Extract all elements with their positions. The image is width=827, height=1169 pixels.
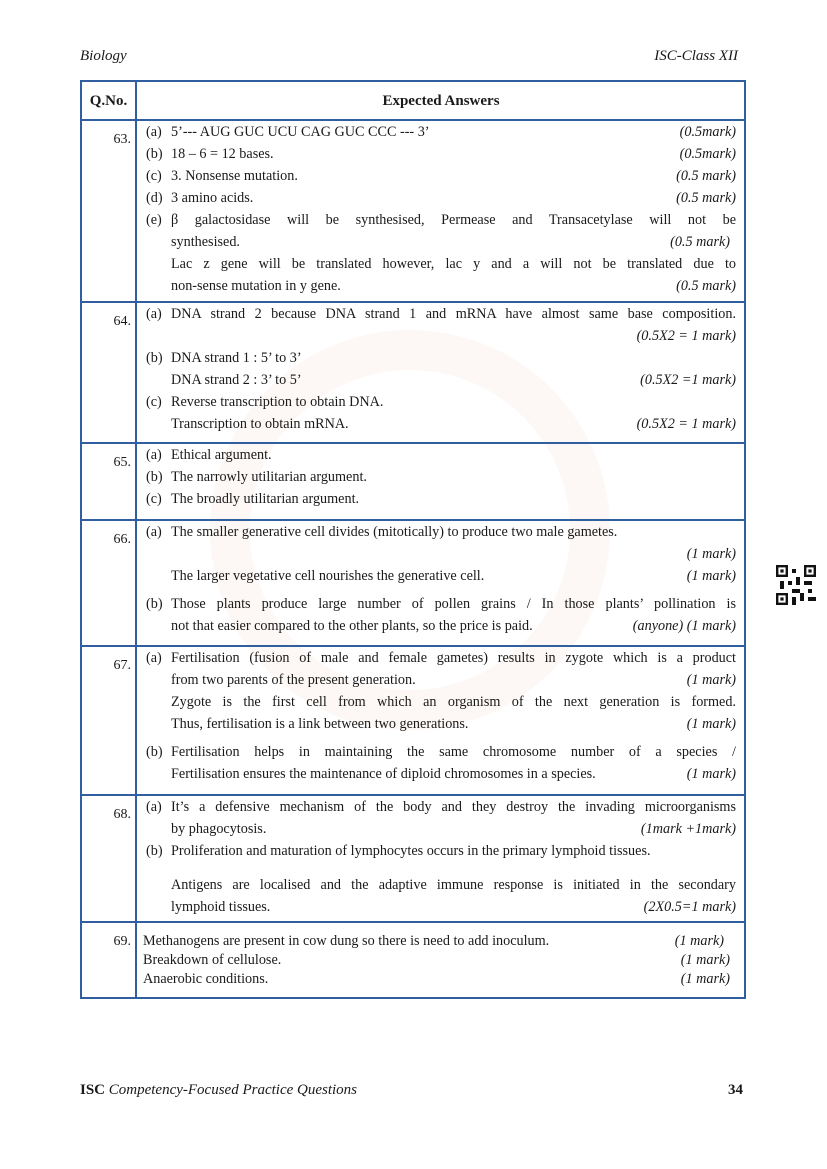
answer-text: Ethical argument.: [171, 447, 272, 463]
answer-text: by phagocytosis.: [171, 821, 267, 837]
mark-allocation: (0.5 mark): [676, 190, 736, 206]
answer-text: The broadly utilitarian argument.: [171, 491, 360, 507]
footer-title: [80, 1082, 357, 1099]
answer-line: [143, 970, 730, 989]
answer-part-label: (b): [146, 843, 163, 859]
answer-line: [146, 347, 736, 369]
mark-allocation: (0.5 mark): [670, 234, 730, 250]
answer-part-label: (a): [146, 799, 162, 815]
answer-part-label: (b): [146, 596, 163, 612]
table-row: [82, 645, 744, 794]
mark-allocation: (1 mark): [680, 971, 730, 987]
qr-code-icon: [776, 565, 816, 605]
answer-text: Antigens are localised and the adaptive immune response is initiated in the secondary: [171, 877, 736, 893]
table-row: [82, 921, 744, 997]
answer-line: [146, 691, 736, 713]
answer-text: 5’--- AUG GUC UCU CAG GUC CCC --- 3’: [171, 124, 430, 140]
answer-text: DNA strand 2 : 3’ to 5’: [171, 372, 302, 388]
question-number: 64.: [82, 303, 137, 442]
answer-part-label: (c): [146, 491, 162, 507]
table-row: [82, 794, 744, 921]
table-row: [82, 442, 744, 519]
answer-text: Zygote is the first cell from which an organism of the next generation is formed.: [171, 694, 736, 710]
answer-part-label: (a): [146, 306, 162, 322]
answer-line: [146, 741, 736, 763]
answer-text: Reverse transcription to obtain DNA.: [171, 394, 384, 410]
answer-part-label: (b): [146, 744, 163, 760]
answer-part-label: (d): [146, 190, 163, 206]
answer-text: DNA strand 1 : 5’ to 3’: [171, 350, 302, 366]
answer-cell: [137, 121, 744, 301]
answers-table: [80, 80, 746, 999]
answer-text: It’s a defensive mechanism of the body and they destroy the invading microorganisms: [171, 799, 736, 815]
footer-book-title: Competency-Focused Practice Questions: [108, 1082, 358, 1098]
answer-line: [146, 840, 736, 862]
question-number: 65.: [82, 444, 137, 519]
answer-line: [146, 647, 736, 669]
answer-part-label: (e): [146, 212, 162, 228]
answer-cell: [137, 647, 744, 794]
answer-text: β galactosidase will be synthesised, Permease and Transacetylase will not be: [171, 212, 736, 228]
answer-line: [146, 896, 736, 918]
answers-header: Expected Answers: [382, 93, 500, 109]
answer-text: synthesised.: [171, 234, 240, 250]
answer-cell: [137, 521, 744, 645]
answer-text: Fertilisation helps in maintaining the same chromosome number of a species /: [171, 744, 736, 760]
answer-line: [143, 951, 730, 970]
mark-allocation: (1mark +1mark): [640, 821, 736, 837]
answer-line: [146, 818, 736, 840]
answer-text: 18 – 6 = 12 bases.: [171, 146, 274, 162]
table-row: [82, 301, 744, 442]
answer-line: [146, 325, 736, 347]
answer-line: [146, 413, 736, 435]
table-row: [82, 119, 744, 301]
answer-line: [146, 565, 736, 587]
answer-line: [146, 143, 736, 165]
answer-text: The smaller generative cell divides (mitotically) to produce two male gametes.: [171, 524, 618, 540]
answer-text: 3. Nonsense mutation.: [171, 168, 298, 184]
answer-part-label: (a): [146, 447, 162, 463]
answer-cell: [137, 303, 744, 442]
mark-allocation: (1 mark): [686, 568, 736, 584]
answer-part-label: (a): [146, 124, 162, 140]
answer-line: [146, 593, 736, 615]
answer-line: [146, 369, 736, 391]
answer-line: [146, 165, 736, 187]
answer-part-label: (a): [146, 650, 162, 666]
mark-allocation: (0.5X2 = 1 mark): [636, 416, 736, 432]
question-number: 69.: [82, 923, 137, 997]
subject-header: Biology: [80, 48, 127, 64]
table-row: [82, 519, 744, 645]
answer-cell: [137, 444, 744, 519]
page-footer: [80, 1082, 743, 1099]
question-number: 67.: [82, 647, 137, 794]
answer-text: 3 amino acids.: [171, 190, 254, 206]
question-number: 66.: [82, 521, 137, 645]
mark-allocation: (0.5mark): [679, 146, 736, 162]
answer-line: [146, 231, 736, 253]
class-header: ISC-Class XII: [654, 48, 738, 64]
answer-line: [146, 874, 736, 896]
answer-text: Fertilisation ensures the maintenance of diploid chromosomes in a species.: [171, 766, 596, 782]
answer-part-label: (c): [146, 168, 162, 184]
answer-text: The narrowly utilitarian argument.: [171, 469, 367, 485]
answer-part-label: (b): [146, 350, 163, 366]
answer-line: [143, 932, 730, 951]
answer-text: lymphoid tissues.: [171, 899, 271, 915]
answer-line: [146, 521, 736, 543]
answer-text: Breakdown of cellulose.: [143, 952, 282, 968]
answer-text: Thus, fertilisation is a link between two generations.: [171, 716, 469, 732]
answer-text: not that easier compared to the other plants, so the price is paid.: [171, 618, 533, 634]
qno-header: Q.No.: [82, 82, 137, 119]
answer-text: non-sense mutation in y gene.: [171, 278, 341, 294]
page-number: 34: [728, 1082, 743, 1098]
answer-line: [146, 187, 736, 209]
mark-allocation: (1 mark): [686, 716, 736, 732]
answer-line: [146, 391, 736, 413]
answer-text: Proliferation and maturation of lymphocytes occurs in the primary lymphoid tissues.: [171, 843, 651, 859]
answer-text: The larger vegetative cell nourishes the generative cell.: [171, 568, 485, 584]
answer-text: Those plants produce large number of pollen grains / In those plants’ pollination is: [171, 596, 736, 612]
answer-text: [171, 543, 681, 565]
answer-cell: [137, 923, 744, 997]
mark-allocation: (0.5X2 =1 mark): [640, 372, 736, 388]
answer-line: [146, 669, 736, 691]
answer-line: [146, 466, 736, 488]
answer-text: DNA strand 2 because DNA strand 1 and mRNA have almost same base composition.: [171, 306, 736, 322]
mark-allocation: (1 mark): [686, 766, 736, 782]
answer-line: [146, 121, 736, 143]
mark-allocation: (1 mark): [680, 952, 730, 968]
mark-allocation: (2X0.5=1 mark): [643, 899, 736, 915]
answer-line: [146, 488, 736, 510]
mark-allocation: (0.5mark): [679, 124, 736, 140]
table-header-row: [82, 82, 744, 119]
answer-text: Lac z gene will be translated however, lac y and a will not be translated due to: [171, 256, 736, 272]
mark-allocation: (0.5X2 = 1 mark): [636, 328, 736, 344]
answer-text: Fertilisation (fusion of male and female gametes) results in zygote which is a product: [171, 650, 736, 666]
answer-line: [146, 444, 736, 466]
answer-part-label: (c): [146, 394, 162, 410]
answer-part-label: (a): [146, 524, 162, 540]
answer-text: Methanogens are present in cow dung so there is need to add inoculum.: [143, 933, 550, 949]
answer-text: Transcription to obtain mRNA.: [171, 416, 349, 432]
answer-line: [146, 763, 736, 785]
answer-line: [146, 543, 736, 565]
answer-line: [146, 615, 736, 637]
footer-brand: ISC: [80, 1082, 106, 1098]
answer-part-label: (b): [146, 146, 163, 162]
mark-allocation: (1 mark): [674, 933, 724, 949]
answer-line: [146, 275, 736, 297]
question-number: 63.: [82, 121, 137, 301]
answer-text: from two parents of the present generation.: [171, 672, 416, 688]
mark-allocation: (anyone) (1 mark): [632, 618, 736, 634]
mark-allocation: (1 mark): [686, 546, 736, 562]
answer-line: [146, 796, 736, 818]
answer-text: Anaerobic conditions.: [143, 971, 269, 987]
answer-text: [171, 325, 631, 347]
question-number: 68.: [82, 796, 137, 921]
answer-line: [146, 253, 736, 275]
answer-line: [146, 209, 736, 231]
mark-allocation: (1 mark): [686, 672, 736, 688]
answer-part-label: (b): [146, 469, 163, 485]
answer-line: [146, 303, 736, 325]
answer-cell: [137, 796, 744, 921]
mark-allocation: (0.5 mark): [676, 168, 736, 184]
answer-line: [146, 713, 736, 735]
mark-allocation: (0.5 mark): [676, 278, 736, 294]
